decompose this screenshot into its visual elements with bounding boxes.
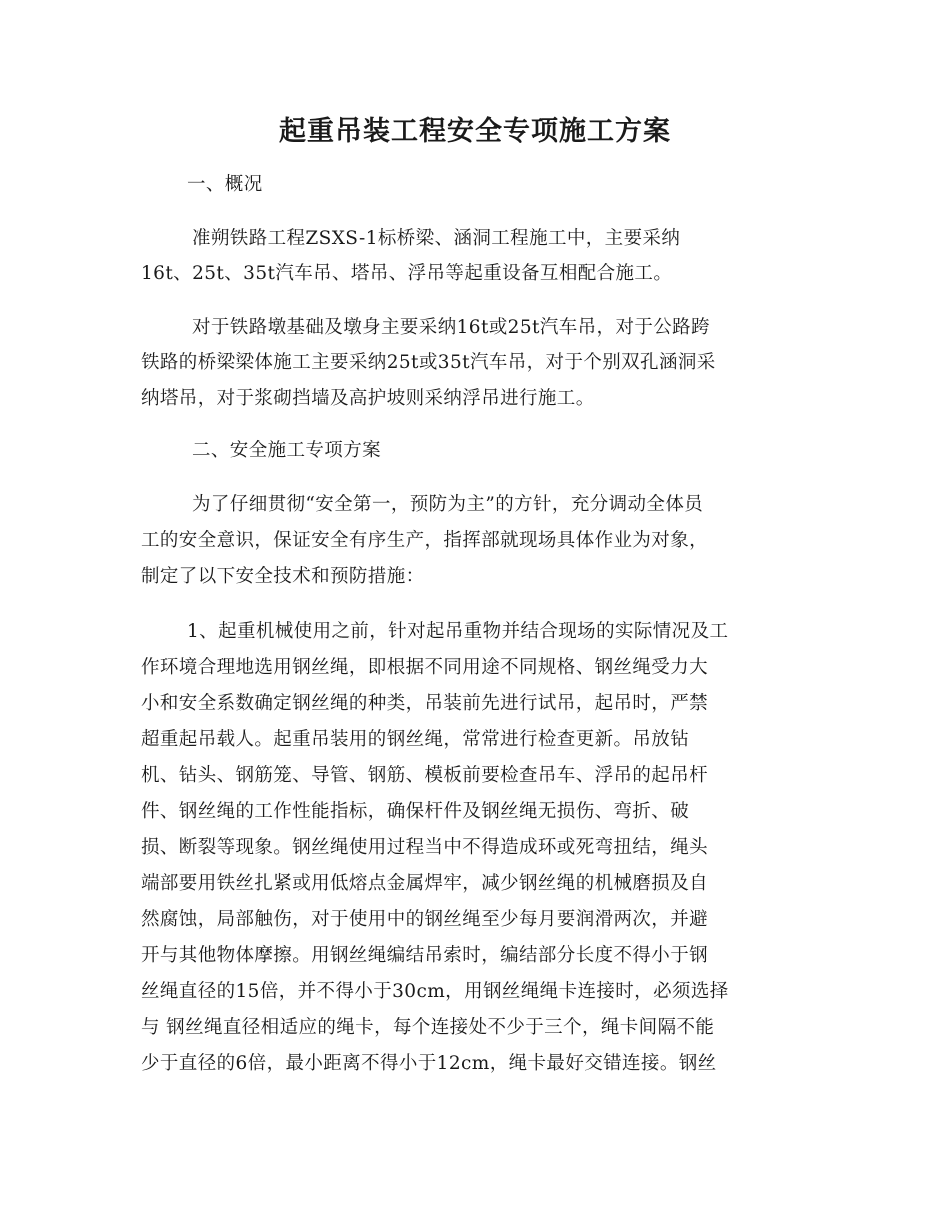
paragraph-line: 1、起重机械使用之前，针对起吊重物并结合现场的实际情况及工 xyxy=(187,621,729,642)
paragraph-line: 与 钢丝绳直径相适应的绳卡，每个连接处不少于三个，绳卡间隔不能 xyxy=(141,1017,715,1038)
section-heading-safety: 二、安全施工专项方案 xyxy=(192,440,382,461)
document-title: 起重吊装工程安全专项施工方案 xyxy=(279,116,671,147)
section-heading-overview: 一、概况 xyxy=(187,174,263,195)
paragraph-line: 然腐蚀，局部触伤，对于使用中的钢丝绳至少每月要润滑两次，并避 xyxy=(141,909,709,930)
paragraph-line: 铁路的桥梁梁体施工主要采纳25t或35t汽车吊，对于个别双孔涵洞采 xyxy=(141,352,716,373)
paragraph-line: 件、钢丝绳的工作性能指标，确保杆件及钢丝绳无损伤、弯折、破 xyxy=(141,801,690,822)
paragraph-line: 少于直径的6倍，最小距离不得小于12cm，绳卡最好交错连接。钢丝 xyxy=(141,1053,717,1074)
paragraph-line: 端部要用铁丝扎紧或用低熔点金属焊牢，减少钢丝绳的机械磨损及自 xyxy=(141,873,709,894)
paragraph-line: 准朔铁路工程ZSXS-1标桥梁、涵洞工程施工中，主要采纳 xyxy=(192,228,681,249)
paragraph-line: 纳塔吊，对于浆砌挡墙及高护坡则采纳浮吊进行施工。 xyxy=(141,388,595,409)
paragraph-line: 机、钻头、钢筋笼、导管、钢筋、模板前要检查吊车、浮吊的起吊杆 xyxy=(141,765,709,786)
paragraph-line: 超重起吊载人。起重吊装用的钢丝绳，常常进行检查更新。吊放钻 xyxy=(141,729,690,750)
paragraph-line: 小和安全系数确定钢丝绳的种类，吊装前先进行试吊，起吊时，严禁 xyxy=(141,693,709,714)
paragraph-line: 开与其他物体摩擦。用钢丝绳编结吊索时，编结部分长度不得小于钢 xyxy=(141,945,709,966)
paragraph-line: 制定了以下安全技术和预防措施： xyxy=(141,566,425,587)
paragraph-line: 为了仔细贯彻“安全第一，预防为主”的方针，充分调动全体员 xyxy=(192,494,704,515)
paragraph-line: 作环境合理地选用钢丝绳，即根据不同用途不同规格、钢丝绳受力大 xyxy=(141,657,709,678)
paragraph-line: 损、断裂等现象。钢丝绳使用过程当中不得造成环或死弯扭结，绳头 xyxy=(141,837,709,858)
paragraph-line: 丝绳直径的15倍，并不得小于30cm，用钢丝绳绳卡连接时，必须选择 xyxy=(141,981,729,1002)
paragraph-line: 工的安全意识，保证安全有序生产，指挥部就现场具体作业为对象， xyxy=(141,530,709,551)
paragraph-line: 对于铁路墩基础及墩身主要采纳16t或25t汽车吊，对于公路跨 xyxy=(192,317,710,338)
paragraph-line: 16t、25t、35t汽车吊、塔吊、浮吊等起重设备互相配合施工。 xyxy=(141,263,673,284)
